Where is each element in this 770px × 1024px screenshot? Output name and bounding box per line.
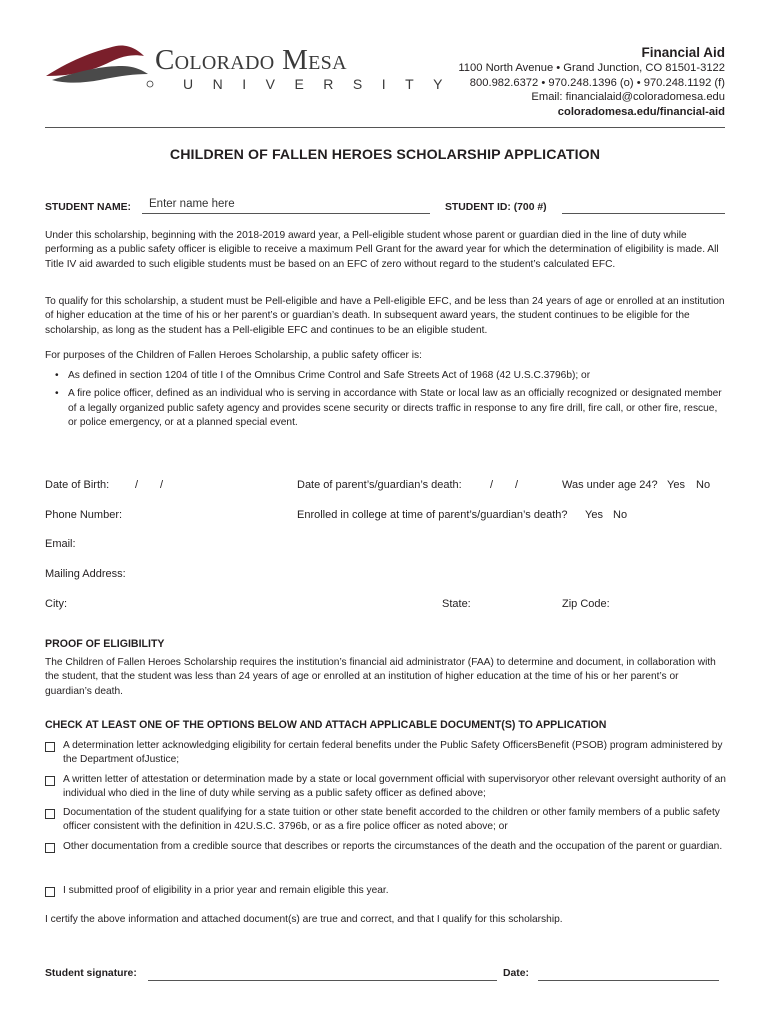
option-label: I submitted proof of eligibility in a prior year and remain eligible this year. xyxy=(63,885,389,896)
intro-paragraph-3: For purposes of the Children of Fallen Heroes Scholarship, a public safety officer is: xyxy=(45,350,422,361)
enrolled-label: Enrolled in college at time of parent’s/guardian’s death? xyxy=(297,509,568,521)
logo-subtitle: UNIVERSITY xyxy=(183,76,463,92)
option-label: A determination letter acknowledging eligibility for certain federal benefits under the Public Safety OfficersBenefit (PSOB) program administered by the Department ofJustice; xyxy=(63,740,723,766)
department-name: Financial Aid xyxy=(641,45,725,60)
phone-numbers: 800.982.6372 • 970.248.1396 (o) • 970.248.1192 (f) xyxy=(469,76,725,89)
list-item: • As defined in section 1204 of title I of the Omnibus Crime Control and Safe Streets Act of 1968 (42 U.S.C.3796b); or xyxy=(52,369,728,383)
under-24-no-option[interactable]: No xyxy=(696,479,711,491)
option-attestation-letter xyxy=(45,773,728,802)
email-label: Email: xyxy=(45,538,76,550)
address: 1100 North Avenue • Grand Junction, CO 81501-3122 xyxy=(458,62,725,74)
signature-label: Student signature: xyxy=(45,968,137,979)
website-link[interactable]: coloradomesa.edu/financial-aid xyxy=(557,105,725,118)
zip-code-label: Zip Code: xyxy=(562,598,610,610)
student-id-input[interactable] xyxy=(562,213,725,214)
option-state-benefit xyxy=(45,806,728,835)
contact-email: Email: financialaid@coloradomesa.edu xyxy=(531,91,725,104)
student-name-line xyxy=(142,213,430,214)
options-heading: CHECK AT LEAST ONE OF THE OPTIONS BELOW AND ATTACH APPLICABLE DOCUMENT(S) TO APPLICATION xyxy=(45,719,607,731)
proof-paragraph: The Children of Fallen Heroes Scholarship requires the institution’s financial aid administrator (FAA) to determine and document, in collaboration with the student, that the student was less than 24 years of age or enrolled at an institution of higher education at the time of his or her parent’s or guardian’s death. xyxy=(45,657,716,697)
option-label: Other documentation from a credible source that describes or reports the circumstances of the death and the occupation of the parent or guardian. xyxy=(63,841,723,852)
signature-input[interactable] xyxy=(148,980,497,981)
certification-statement: I certify the above information and attached document(s) are true and correct, and that I qualify for this scholarship. xyxy=(45,914,563,925)
intro-paragraph-2: To qualify for this scholarship, a student must be Pell-eligible and have a Pell-eligible EFC, and be less than 24 years of age or enrolled at an institution of higher education at the time of his or her parent’s or guardian’s death. In subsequent award years, the student continues to be eligible for the scholarship, as long as the student has a Pell-eligible EFC and continues to be an eligible student. xyxy=(45,296,725,336)
header-divider xyxy=(45,127,725,128)
signature-date-input[interactable] xyxy=(538,980,719,981)
dob-separator: / xyxy=(135,479,139,491)
student-name-input[interactable]: Enter name here xyxy=(149,198,235,210)
state-label: State: xyxy=(442,598,471,610)
logo-wordmark: Colorado Mesa xyxy=(155,44,347,76)
option-checkbox[interactable] xyxy=(45,809,55,819)
dob-separator: / xyxy=(160,479,164,491)
enrolled-yes-option[interactable]: Yes xyxy=(585,509,603,521)
option-psob-letter xyxy=(45,739,728,768)
option-checkbox[interactable] xyxy=(45,776,55,786)
proof-heading: PROOF OF ELIGIBILITY xyxy=(45,638,165,650)
student-name-label: STUDENT NAME: xyxy=(45,202,132,213)
option-checkbox[interactable] xyxy=(45,843,55,853)
death-date-separator: / xyxy=(490,479,494,491)
intro-paragraph-1: Under this scholarship, beginning with the 2018-2019 award year, a Pell-eligible student whose parent or guardian died in the line of duty while performing as a public safety officer is eligible to receive a maximum Pell Grant for the award year for which the determination of eligibility is made. All Title IV aid awarded to such eligible students must be based on an EFC of zero without regard to the student’s calculated EFC. xyxy=(45,230,719,270)
phone-number-label: Phone Number: xyxy=(45,509,123,521)
officer-definition-list xyxy=(52,369,728,435)
option-label: A written letter of attestation or determination made by a state or local government official with supervisoryor other relevant oversight authority of an individual who died in the line of duty while serving as a public safety officer as defined above; xyxy=(63,774,726,800)
option-checkbox[interactable] xyxy=(45,742,55,752)
option-checkbox[interactable] xyxy=(45,887,55,897)
option-other-documentation xyxy=(45,840,728,854)
student-id-label: STUDENT ID: (700 #) xyxy=(445,202,547,213)
option-prior-year xyxy=(45,884,728,898)
form-title: CHILDREN OF FALLEN HEROES SCHOLARSHIP APPLICATION xyxy=(169,147,601,163)
list-item: • A fire police officer, defined as an individual who is serving in accordance with State or local law as an officially recognized or designated member of a legally organized public safety agency and provides scene security or directs traffic in response to any fire drill, fire call, or other fire, rescue, or police emergency, or at a planned special event. xyxy=(52,387,728,430)
signature-date-label: Date: xyxy=(503,968,529,979)
mailing-address-label: Mailing Address: xyxy=(45,568,126,580)
option-label: Documentation of the student qualifying for a state tuition or other state benefit accorded to the children or other family members of a public safety officer consistent with the definition in 42U.S.C. 3796b, or as a fire police officer as noted above; or xyxy=(63,807,720,833)
death-date-label: Date of parent’s/guardian’s death: xyxy=(297,479,462,491)
under-24-label: Was under age 24? xyxy=(562,479,658,491)
contact-block xyxy=(458,44,725,119)
under-24-yes-option[interactable]: Yes xyxy=(667,479,685,491)
death-date-separator: / xyxy=(515,479,519,491)
enrolled-no-option[interactable]: No xyxy=(613,509,628,521)
city-label: City: xyxy=(45,598,67,610)
dob-label: Date of Birth: xyxy=(45,479,110,491)
